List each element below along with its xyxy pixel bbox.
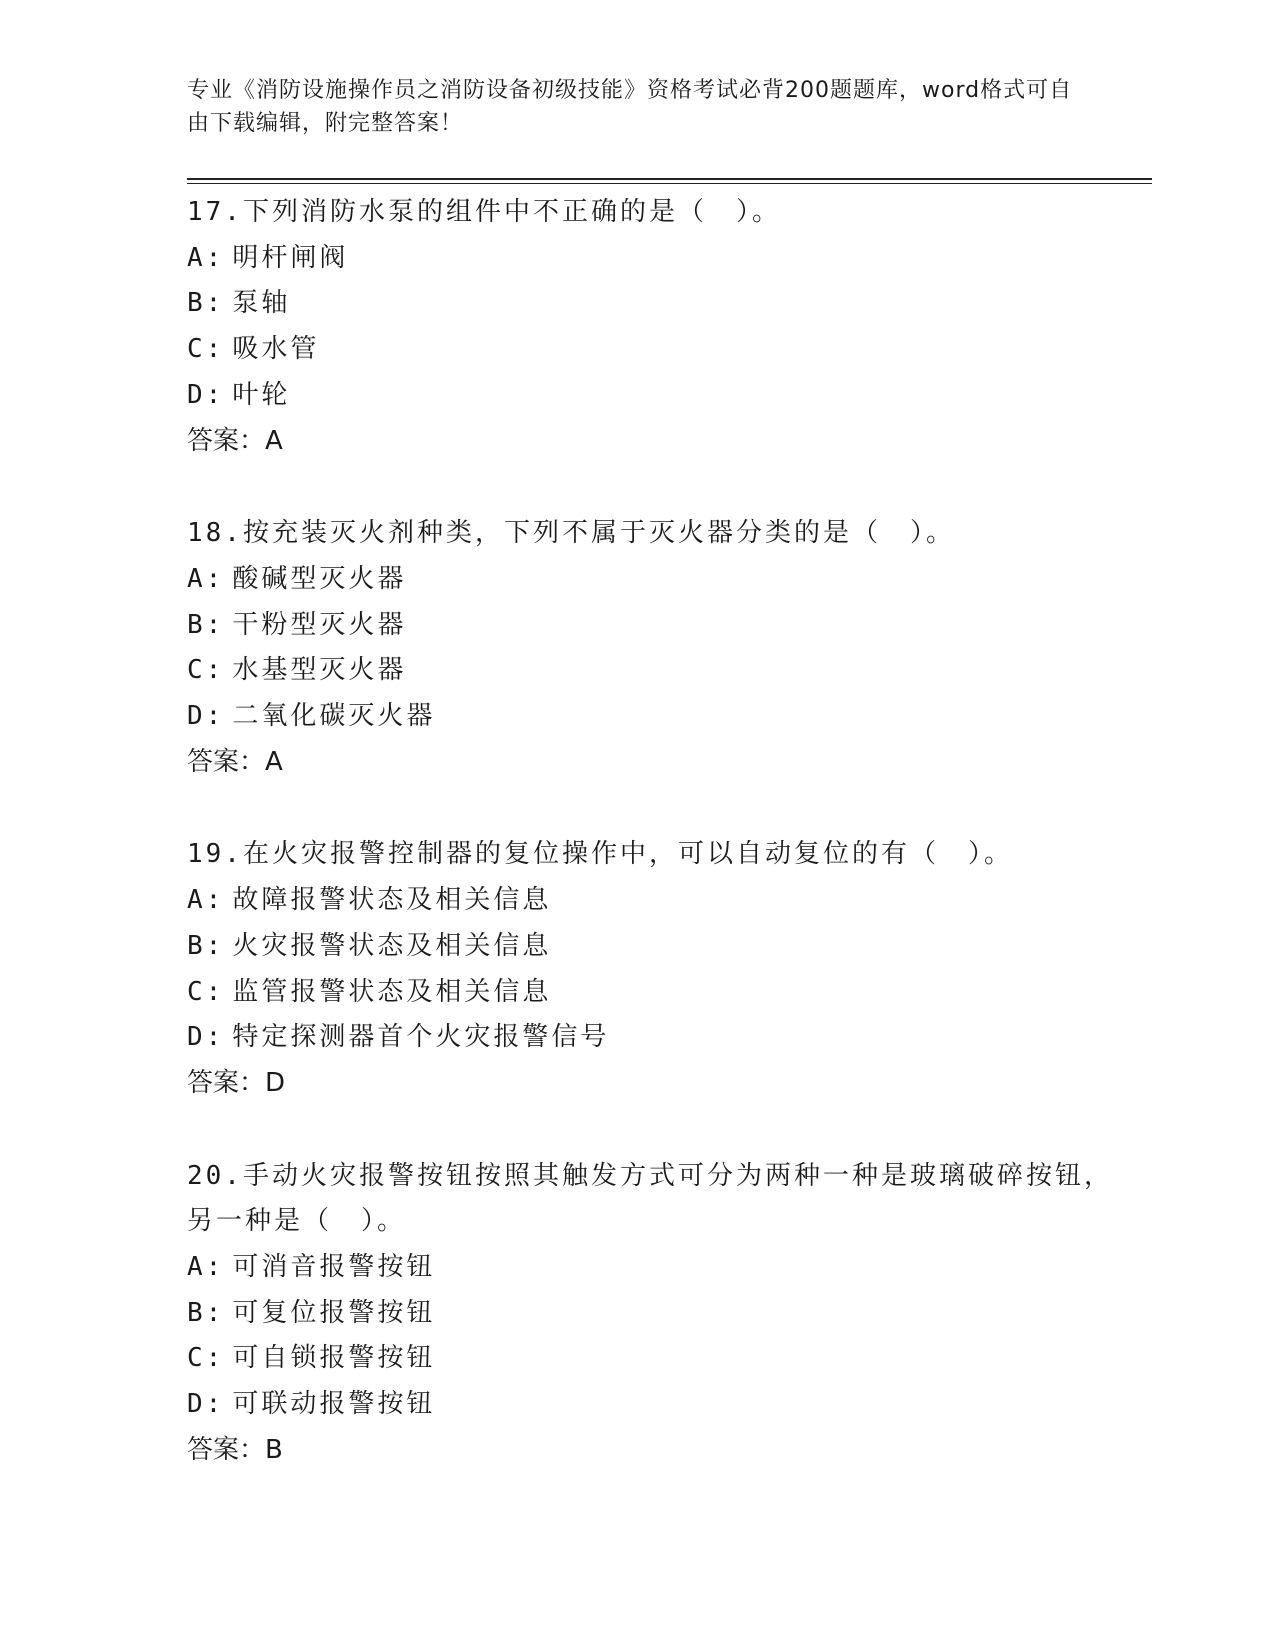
option-key: C:	[187, 1343, 225, 1374]
question-20	[187, 1154, 1117, 1474]
question-list	[187, 190, 1117, 1521]
option-text: 干粉型灭火器	[232, 609, 407, 640]
option-key: B:	[187, 930, 225, 961]
question-18	[187, 511, 1117, 785]
option-key: B:	[187, 288, 225, 319]
option-b	[187, 1291, 1117, 1337]
answer-line: 答案：D	[187, 1067, 286, 1098]
option-c	[187, 327, 1117, 373]
question-stem: 18.按充装灭火剂种类，下列不属于灭火器分类的是（ ）。	[187, 518, 955, 549]
option-text: 水基型灭火器	[232, 655, 407, 686]
question-stem: 19.在火灾报警控制器的复位操作中，可以自动复位的有（ ）。	[187, 839, 1013, 870]
option-b	[187, 281, 1117, 327]
question-stem: 20.手动火灾报警按钮按照其触发方式可分为两种一种是玻璃破碎按钮，另一种是（ ）。	[187, 1160, 1113, 1237]
option-key: A:	[187, 885, 225, 916]
option-key: A:	[187, 563, 225, 594]
option-key: D:	[187, 379, 225, 410]
option-d	[187, 373, 1117, 419]
option-a	[187, 557, 1117, 603]
option-key: C:	[187, 334, 225, 365]
option-text: 明杆闸阀	[232, 242, 349, 273]
option-d	[187, 1382, 1117, 1428]
option-text: 特定探测器首个火灾报警信号	[232, 1022, 610, 1053]
option-text: 可自锁报警按钮	[232, 1343, 436, 1374]
option-d	[187, 694, 1117, 740]
answer-line: 答案：A	[187, 746, 283, 777]
option-key: C:	[187, 976, 225, 1007]
answer-line: 答案：B	[187, 1434, 283, 1465]
option-a	[187, 878, 1117, 924]
option-key: D:	[187, 701, 225, 732]
header-divider-thin	[187, 183, 1152, 184]
option-key: A:	[187, 242, 225, 273]
question-19	[187, 832, 1117, 1106]
option-d	[187, 1015, 1117, 1061]
option-text: 二氧化碳灭火器	[232, 701, 436, 732]
option-c	[187, 970, 1117, 1016]
option-text: 故障报警状态及相关信息	[232, 885, 552, 916]
option-text: 泵轴	[232, 288, 291, 319]
option-a	[187, 1245, 1117, 1291]
question-17	[187, 190, 1117, 464]
question-stem: 17.下列消防水泵的组件中不正确的是（ ）。	[187, 197, 781, 227]
option-key: A:	[187, 1252, 225, 1283]
document-header: 专业《消防设施操作员之消防设备初级技能》资格考试必背200题题库，word格式可自由下载编辑，附完整答案！	[187, 78, 1073, 136]
option-text: 火灾报警状态及相关信息	[232, 930, 552, 961]
option-text: 吸水管	[232, 334, 320, 365]
option-text: 可联动报警按钮	[232, 1389, 436, 1420]
option-c	[187, 648, 1117, 694]
header-divider-thick	[187, 178, 1152, 180]
answer-line: 答案：A	[187, 425, 283, 456]
option-key: D:	[187, 1022, 225, 1053]
option-text: 监管报警状态及相关信息	[232, 976, 552, 1007]
option-key: D:	[187, 1389, 225, 1420]
option-text: 可消音报警按钮	[232, 1252, 436, 1283]
option-b	[187, 924, 1117, 970]
option-a	[187, 236, 1117, 282]
option-c	[187, 1336, 1117, 1382]
option-key: C:	[187, 655, 225, 686]
option-key: B:	[187, 609, 225, 640]
option-key: B:	[187, 1297, 225, 1328]
option-b	[187, 603, 1117, 649]
option-text: 可复位报警按钮	[232, 1297, 436, 1328]
option-text: 酸碱型灭火器	[232, 563, 407, 594]
option-text: 叶轮	[232, 379, 291, 410]
